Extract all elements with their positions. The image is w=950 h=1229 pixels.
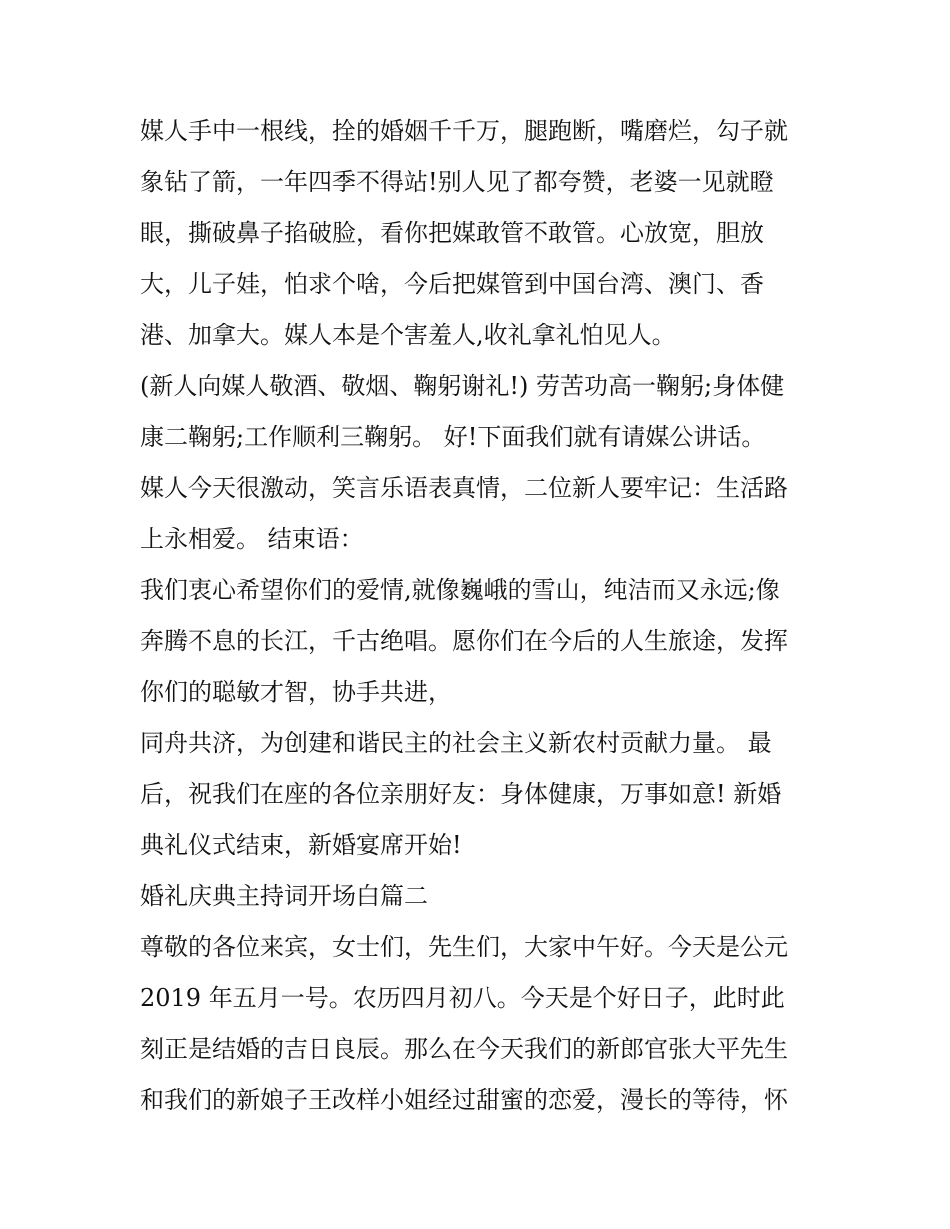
text-line: 奔腾不息的长江，千古绝唱。愿你们在今后的人生旅途，发挥: [140, 627, 788, 655]
text-line: 典礼仪式结束，新婚宴席开始!: [140, 831, 462, 859]
text-line: 康二鞠躬;工作顺利三鞠躬。 好!下面我们就有请媒公讲话。: [140, 423, 766, 451]
text-line: 大，儿子娃，怕求个啥，今后把媒管到中国台湾、澳门、香: [140, 270, 764, 298]
text-line: 你们的聪敏才智，协手共进，: [140, 678, 452, 706]
text-line: 和我们的新娘子王改样小姐经过甜蜜的恋爱，漫长的等待，怀: [140, 1086, 788, 1114]
text-line: 眼，撕破鼻子掐破脸，看你把媒敢管不敢管。心放宽，胆放: [140, 219, 764, 247]
text-line: 尊敬的各位来宾，女士们，先生们，大家中午好。今天是公元: [140, 933, 788, 961]
text-line: 同舟共济，为创建和谐民主的社会主义新农村贡献力量。 最: [140, 729, 772, 757]
text-line: 媒人今天很激动，笑言乐语表真情，二位新人要牢记：生活路: [140, 474, 788, 502]
text-line: 后，祝我们在座的各位亲朋好友：身体健康，万事如意! 新婚: [140, 780, 782, 808]
text-line: 媒人手中一根线，拴的婚姻千千万，腿跑断，嘴磨烂，勾子就: [140, 117, 788, 145]
text-line: 上永相爱。 结束语：: [140, 525, 364, 553]
body-text: [140, 106, 820, 1126]
text-line: 刻正是结婚的吉日良辰。那么在今天我们的新郎官张大平先生: [140, 1035, 788, 1063]
text-line: (新人向媒人敬酒、敬烟、鞠躬谢礼!) 劳苦功高一鞠躬;身体健: [140, 372, 785, 400]
text-line: 我们衷心希望你们的爱情,就像巍峨的雪山，纯洁而又永远;像: [140, 576, 780, 604]
section-heading: 婚礼庆典主持词开场白篇二: [140, 882, 428, 910]
text-line: 象钻了箭，一年四季不得站!别人见了都夸赞，老婆一见就瞪: [140, 168, 774, 196]
text-line: 2019 年五月一号。农历四月初八。今天是个好日子，此时此: [140, 984, 785, 1012]
text-line: 港、加拿大。媒人本是个害羞人,收礼拿礼怕见人。: [140, 321, 676, 349]
